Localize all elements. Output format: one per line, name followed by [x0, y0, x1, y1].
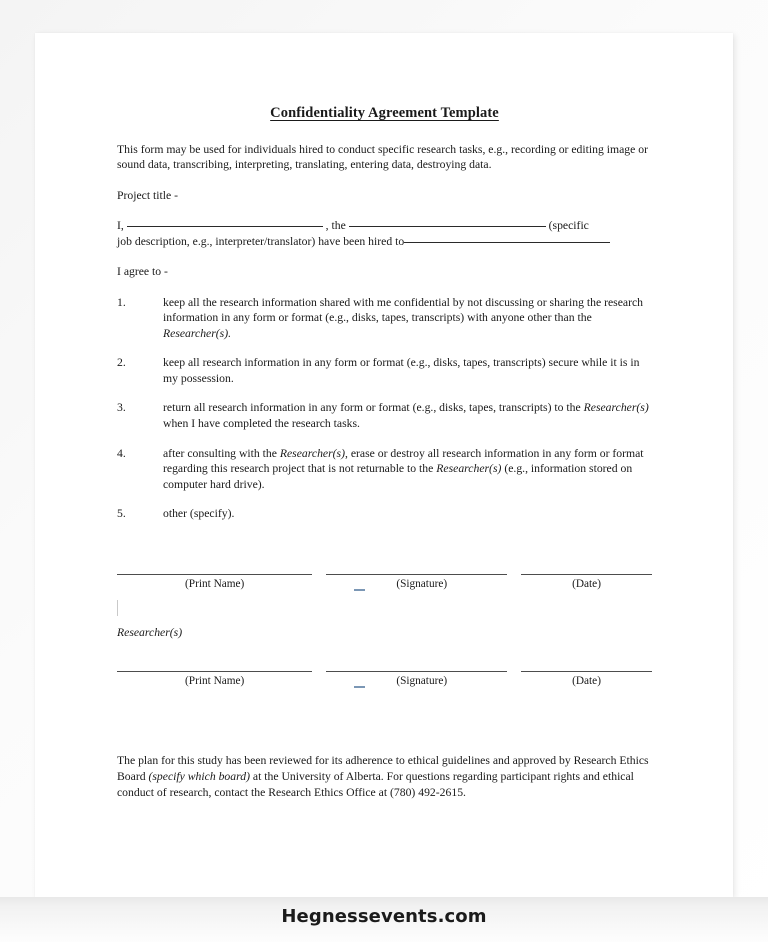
print-name-caption: (Print Name) — [185, 674, 245, 687]
signature-line[interactable] — [326, 574, 507, 575]
name-blank-field[interactable] — [127, 226, 323, 227]
declaration-paragraph — [117, 218, 652, 249]
print-name-signature-line[interactable] — [117, 574, 312, 575]
clause-item — [117, 295, 652, 342]
print-name-signature-line[interactable] — [117, 671, 312, 672]
project-title-label: Project title - — [117, 188, 179, 202]
researcher-label: Researcher(s) — [117, 625, 183, 639]
job-description-blank-field[interactable] — [349, 226, 546, 227]
signature-block-participant — [117, 574, 652, 590]
date-caption: (Date) — [572, 577, 601, 590]
declaration-middle: , the — [325, 219, 346, 233]
underscore-artifact-icon — [354, 589, 365, 591]
clause-text: other (specify). — [163, 507, 235, 521]
signature-block-researcher — [117, 671, 652, 687]
clause-text: keep all research information in any form or format (e.g., disks, tapes, transcripts) secure while it is in my possession. — [163, 356, 640, 385]
declaration-prefix: I, — [117, 219, 124, 233]
clause-number: 5. — [117, 507, 126, 521]
clause-number: 4. — [117, 446, 126, 460]
date-line[interactable] — [521, 574, 652, 575]
clause-number: 1. — [117, 295, 126, 309]
clause-item — [117, 400, 652, 431]
signature-caption: (Signature) — [326, 578, 507, 590]
clause-number: 2. — [117, 356, 126, 370]
clause-number: 3. — [117, 401, 126, 415]
clause-text: keep all the research information shared with me confidential by not discussing or sharing the research information in any form or format (e.g., disks, tapes, transcripts) with anyone other than the Researcher(s). — [163, 295, 644, 340]
agree-label: I agree to - — [117, 265, 168, 279]
intro-paragraph: This form may be used for individuals hired to conduct specific research tasks, e.g., recording or editing image or sound data, transcribing, interpreting, translating, entering data, destroying data. — [117, 143, 648, 172]
clause-text: after consulting with the Researcher(s), erase or destroy all research information in any form or format regarding this research project that is not returnable to the Researcher(s) (e.g., information stored on computer hard drive). — [163, 446, 644, 491]
declaration-continuation: job description, e.g., interpreter/translator) have been hired to — [117, 234, 405, 248]
print-name-column — [117, 574, 312, 590]
date-column — [521, 574, 652, 590]
print-name-column — [117, 671, 312, 687]
declaration-suffix: (specific — [548, 219, 589, 233]
document-page — [35, 33, 733, 897]
ethics-approval-note: The plan for this study has been reviewed for its adherence to ethical guidelines and approved by Research Ethics Board (specify which board) at the University of Alberta. For questions regarding participant rights and ethical conduct of research, contact the Research Ethics Office at (780) 492-2615. — [117, 753, 649, 799]
signature-caption: (Signature) — [326, 675, 507, 687]
signature-line[interactable] — [326, 671, 507, 672]
document-body — [117, 105, 652, 812]
signature-column — [326, 671, 507, 687]
hired-to-blank-field[interactable] — [404, 242, 610, 243]
clause-list — [117, 295, 652, 522]
clause-item — [117, 355, 652, 386]
watermark-text: Hegnessevents.com — [281, 906, 487, 927]
page-title: Confidentiality Agreement Template — [270, 105, 499, 121]
print-name-caption: (Print Name) — [185, 577, 245, 590]
date-column — [521, 671, 652, 687]
clause-text: return all research information in any form or format (e.g., disks, tapes, transcripts) to the Researcher(s) when I have completed the research tasks. — [163, 401, 649, 430]
signature-column — [326, 574, 507, 590]
date-caption: (Date) — [572, 674, 601, 687]
clause-item — [117, 446, 652, 493]
text-cursor-artifact — [117, 600, 118, 616]
underscore-artifact-icon — [354, 686, 365, 688]
clause-item — [117, 506, 652, 522]
date-line[interactable] — [521, 671, 652, 672]
